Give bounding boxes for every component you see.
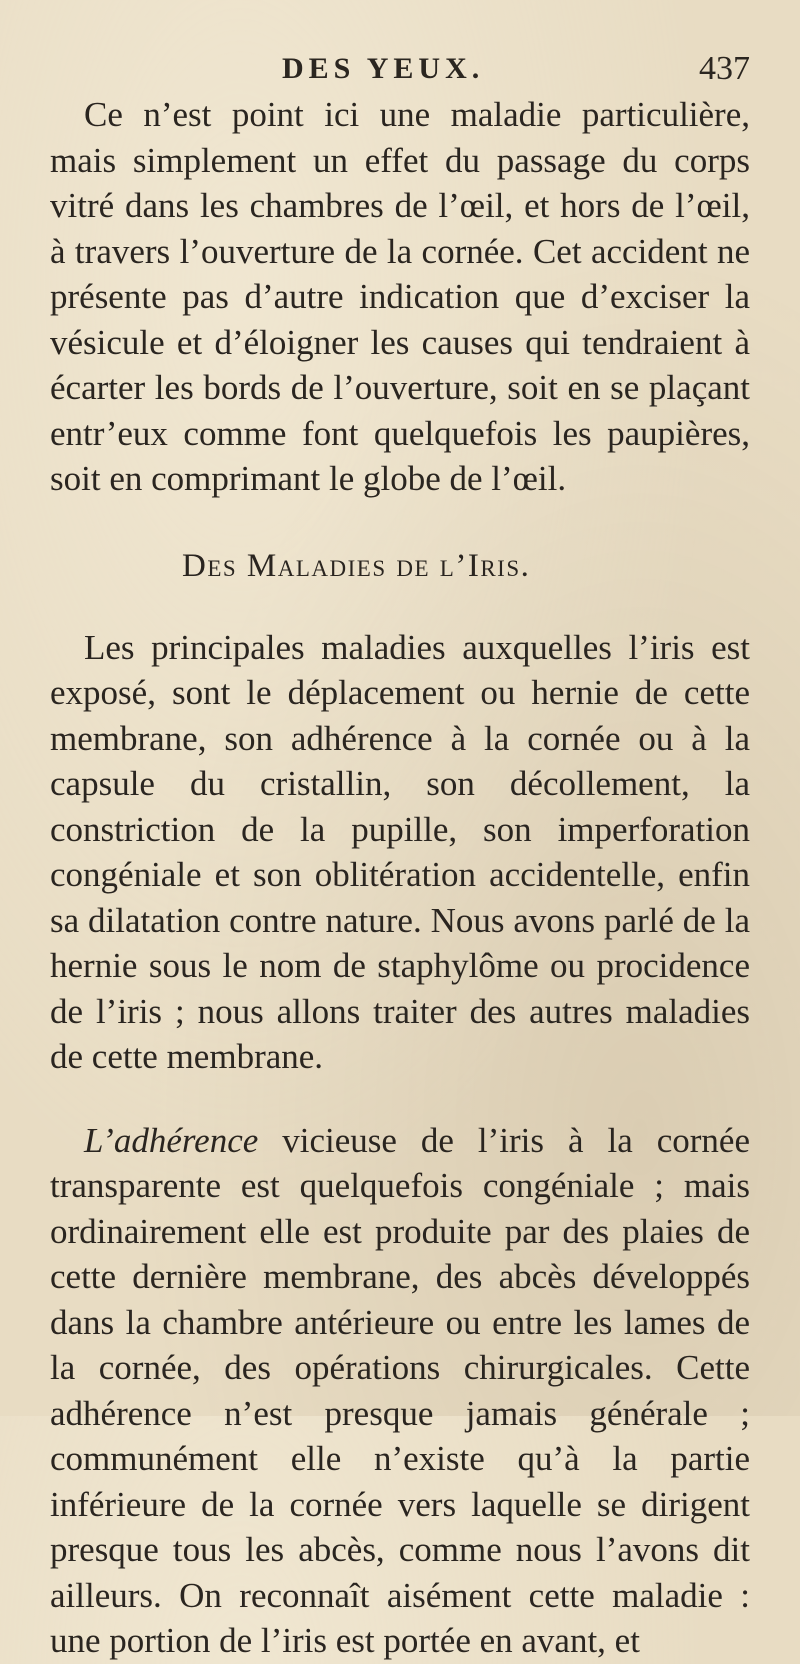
- running-title: DES YEUX.: [282, 52, 485, 85]
- page-header: [60, 52, 760, 92]
- paragraph-vitreous-passage: Ce n’est point ici une maladie particulière, mais simplement un effet du passage du corps vitré dans les chambres de l’œil, et hors de l’œil, à travers l’ouverture de la cornée. Cet accident ne présente pas d’autre indication que d’exciser la vésicule et d’éloigner les causes qui tendraient à écarter les bords de l’ouverture, soit en se plaçant entr’eux comme font quelquefois les paupières, soit en comprimant le globe de l’œil.: [50, 95, 750, 498]
- term-adherence: L’adhérence: [84, 1120, 259, 1160]
- paragraph-adherence: [50, 1118, 750, 1664]
- page-number: 437: [699, 50, 750, 87]
- paragraph-iris-diseases: Les principales maladies auxquelles l’iris est exposé, sont le déplacement ou hernie de cette membrane, son adhérence à la cornée ou à la capsule du cristallin, son décollement, la constriction de la pupille, son imperforation congéniale et son oblitération accidentelle, enfin sa dilatation contre nature. Nous avons parlé de la hernie sous le nom de staphylôme ou procidence de l’iris ; nous allons traiter des autres maladies de cette membrane.: [50, 627, 750, 1076]
- paragraph-adherence-text: vicieuse de l’iris à la cornée transparente est quelquefois congéniale ; mais ordinairement elle est produite par des plaies de cette dernière membrane, des abcès développés dans la chambre antérieure ou entre les lames de la cornée, des opérations chirurgicales. Cette adhérence n’est presque jamais générale ; communément elle n’existe qu’à la partie inférieure de la cornée vers laquelle se dirigent presque tous les abcès, comme nous l’avons dit ailleurs. On reconnaît aisément cette maladie : une portion de l’iris est portée en avant, et: [50, 1120, 750, 1660]
- body-text: [50, 92, 750, 1664]
- section-title: Des Maladies de l’Iris.: [182, 547, 531, 584]
